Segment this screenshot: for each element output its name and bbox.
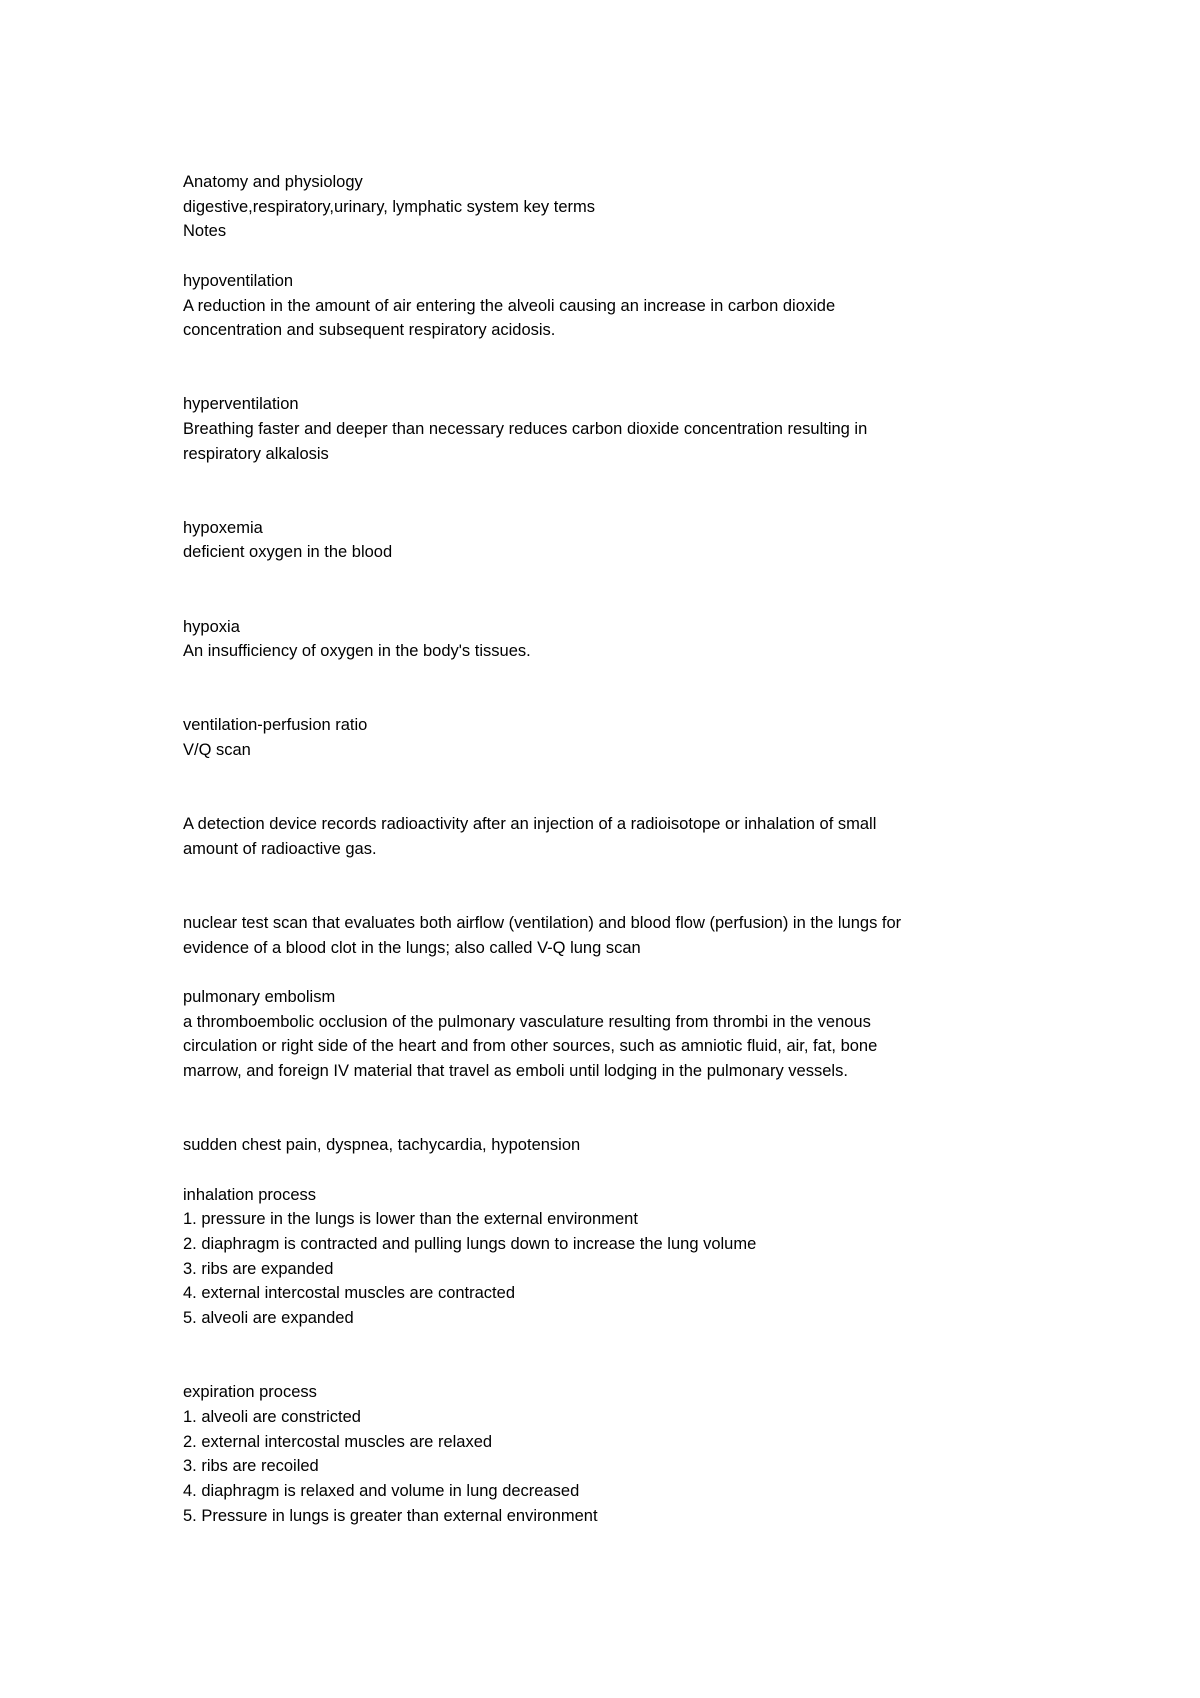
- term-hypoxemia: hypoxemia: [183, 518, 263, 537]
- spacer: [183, 491, 1083, 516]
- spacer: [183, 466, 1083, 491]
- spacer: [183, 590, 1083, 615]
- spacer: [183, 1331, 1083, 1356]
- term-pulmonary-embolism: pulmonary embolism: [183, 987, 336, 1006]
- spacer: [183, 565, 1083, 590]
- term-expiration-process: expiration process: [183, 1383, 317, 1402]
- list-item: 1. alveoli are constricted: [183, 1407, 361, 1426]
- spacer: [183, 664, 1083, 689]
- definition-line: A detection device records radioactivity after an injection of a radioisotope or inhalation of small: [183, 815, 877, 834]
- definition-line: evidence of a blood clot in the lungs; also called V-Q lung scan: [183, 938, 641, 957]
- definition-line: Breathing faster and deeper than necessary reduces carbon dioxide concentration resulting in: [183, 419, 868, 438]
- spacer: [183, 886, 1083, 911]
- list-item: 2. external intercostal muscles are relaxed: [183, 1432, 493, 1451]
- definition-line: marrow, and foreign IV material that travel as emboli until lodging in the pulmonary vessels.: [183, 1062, 848, 1081]
- spacer: [183, 763, 1083, 788]
- spacer: [183, 1355, 1083, 1380]
- spacer: [183, 787, 1083, 812]
- definition-line: V/Q scan: [183, 741, 251, 760]
- definition-line: nuclear test scan that evaluates both airflow (ventilation) and blood flow (perfusion) in the lungs for: [183, 913, 902, 932]
- spacer: [183, 244, 1083, 269]
- spacer: [183, 1158, 1083, 1183]
- spacer: [183, 960, 1083, 985]
- spacer: [183, 862, 1083, 887]
- term-hypoxia: hypoxia: [183, 617, 240, 636]
- definition-line: deficient oxygen in the blood: [183, 543, 393, 562]
- term-hyperventilation: hyperventilation: [183, 395, 299, 414]
- symptoms-line: sudden chest pain, dyspnea, tachycardia, hypotension: [183, 1136, 581, 1155]
- spacer: [183, 1108, 1083, 1133]
- spacer: [183, 689, 1083, 714]
- term-vq-ratio: ventilation-perfusion ratio: [183, 716, 368, 735]
- definition-line: respiratory alkalosis: [183, 444, 329, 463]
- spacer: [183, 343, 1083, 368]
- list-item: 2. diaphragm is contracted and pulling lungs down to increase the lung volume: [183, 1234, 757, 1253]
- notes-label: Notes: [183, 222, 227, 241]
- list-item: 1. pressure in the lungs is lower than the external environment: [183, 1210, 638, 1229]
- term-inhalation-process: inhalation process: [183, 1185, 316, 1204]
- definition-line: amount of radioactive gas.: [183, 839, 377, 858]
- definition-line: circulation or right side of the heart and from other sources, such as amniotic fluid, air, fat, bone: [183, 1037, 878, 1056]
- list-item: 5. Pressure in lungs is greater than external environment: [183, 1506, 598, 1525]
- definition-line: An insufficiency of oxygen in the body's tissues.: [183, 642, 531, 661]
- list-item: 4. diaphragm is relaxed and volume in lung decreased: [183, 1481, 580, 1500]
- page-subtitle: digestive,respiratory,urinary, lymphatic system key terms: [183, 197, 596, 216]
- list-item: 3. ribs are expanded: [183, 1259, 334, 1278]
- list-item: 5. alveoli are expanded: [183, 1309, 354, 1328]
- document-body: [183, 170, 1083, 1528]
- definition-line: a thromboembolic occlusion of the pulmonary vasculature resulting from thrombi in the venous: [183, 1012, 871, 1031]
- list-item: 3. ribs are recoiled: [183, 1457, 319, 1476]
- list-item: 4. external intercostal muscles are contracted: [183, 1284, 515, 1303]
- spacer: [183, 1084, 1083, 1109]
- page-title: Anatomy and physiology: [183, 173, 363, 191]
- definition-line: concentration and subsequent respiratory acidosis.: [183, 321, 556, 340]
- term-hypoventilation: hypoventilation: [183, 271, 294, 290]
- spacer: [183, 368, 1083, 393]
- definition-line: A reduction in the amount of air entering the alveoli causing an increase in carbon dioxide: [183, 296, 836, 315]
